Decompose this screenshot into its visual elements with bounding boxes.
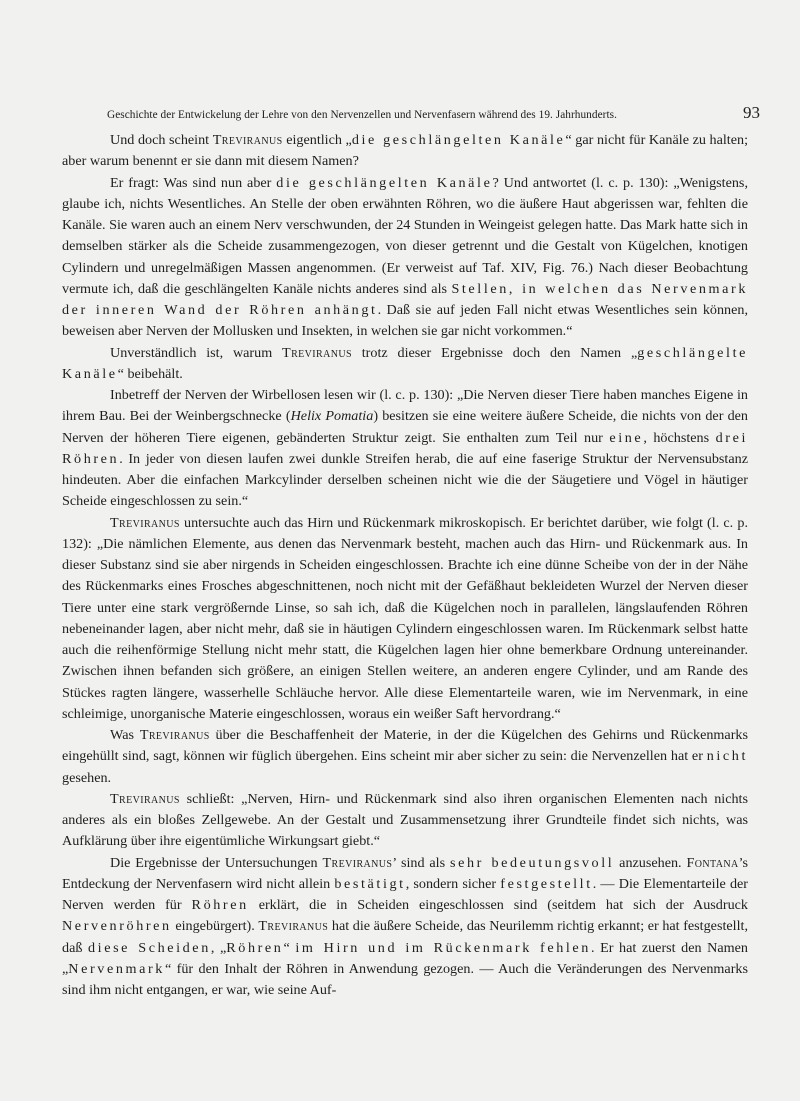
- text-segment: . Daß sie auf jeden Fall nicht etwas Wesentliches sein können, beweisen aber Nerven der Mollusken und Insekten, in welchen sie gar nicht vorkommen.“: [62, 302, 748, 340]
- text-segment: im Hirn und im Rückenmark fehlen: [295, 939, 591, 956]
- text-segment: eine: [609, 429, 644, 446]
- text-segment: Nervenmark: [68, 960, 165, 977]
- text-segment: Röhren: [191, 897, 249, 913]
- paragraph: [62, 725, 748, 789]
- text-segment: , „: [210, 939, 227, 956]
- text-segment: “ für den Inhalt der Röhren in Anwendung gezogen. — Auch die Veränderungen des Nervenmarks sind ihm nicht entgangen, er war, wie seine Auf-: [62, 960, 748, 998]
- page-number: 93: [743, 103, 760, 122]
- text-segment: Was: [110, 727, 140, 743]
- text-segment: Stellen, in welchen das Nervenmark der inneren Wand der Röhren anhängt: [62, 280, 748, 318]
- text-segment: Treviranus: [282, 344, 352, 361]
- paragraph: [62, 853, 748, 1002]
- text-segment: ’ sind als: [392, 854, 451, 871]
- text-segment: . Er hat zuerst den Namen „: [62, 939, 748, 977]
- text-segment: die geschlängelten Kanäle: [276, 174, 493, 191]
- paragraph: [62, 173, 748, 343]
- text-segment: nicht: [706, 748, 748, 765]
- text-segment: festgestellt: [500, 875, 593, 892]
- text-segment: “: [283, 939, 296, 956]
- text-segment: anzusehen.: [614, 854, 687, 871]
- text-segment: Unverständlich ist, warum: [110, 344, 283, 361]
- text-segment: Treviranus: [110, 790, 180, 807]
- paragraph: [62, 789, 748, 853]
- text-segment: , höchstens: [643, 429, 716, 446]
- text-segment: geschlängelte Kanäle: [62, 344, 748, 382]
- running-title: Geschichte der Entwickelung der Lehre von den Nervenzellen und Nervenfasern während des 19. Jahrhunderts.: [107, 109, 617, 121]
- text-segment: schließt: „Nerven, Hirn- und Rückenmark sind also ihren organischen Elementen nach nichts anderes als ein bloßes Zellgewebe. An der Gestalt und Zusammensetzung ihrer Grundteile findet sich nichts, was Aufklärung über ihre eigentümliche Wirkungsart giebt.“: [62, 790, 748, 850]
- paragraph: [62, 513, 748, 726]
- text-segment: Inbetreff der Nerven der Wirbellosen lesen wir (l. c. p. 130): „Die Nerven dieser Tiere haben manches Eigene in ihrem Bau. Bei der Weinbergschnecke (: [62, 387, 748, 425]
- text-segment: Treviranus: [322, 854, 393, 871]
- text-segment: hat die äußere Scheide, das Neurilemm richtig erkannt; er hat festgestellt, daß: [62, 918, 748, 956]
- text-segment: sehr bedeutungsvoll: [450, 854, 615, 871]
- text-segment: . In jeder von diesen laufen zwei dunkle Streifen herab, die auf eine faserige Struktur der Nervensubstanz hindeuten. Aber die einfachen Markcylinder derselben scheinen nicht wie die der Säugetiere und Vögel in häutiger Scheide eingeschlossen zu sein.“: [62, 450, 748, 510]
- text-segment: bestätigt: [334, 875, 406, 892]
- text-segment: ’s Entdeckung der Nervenfasern wird nicht allein: [62, 854, 749, 892]
- text-segment: drei Röhren: [62, 429, 749, 467]
- text-segment: die geschlängelten Kanäle: [351, 132, 566, 148]
- text-segment: Treviranus: [258, 918, 329, 935]
- text-segment: eigentlich „: [282, 132, 352, 148]
- text-segment: untersuchte auch das Hirn und Rückenmark mikroskopisch. Er berichtet darüber, wie folgt (l. c. p. 132): „Die nämlichen Elemente, aus denen das Nervenmark besteht, machen auch das Hirn- und Rückenmark aus. In dieser Substanz sind sie aber nirgends in Scheiden eingeschlossen. Brachte ich eine dünne Scheibe von der in der Nähe des Rückenmarks eines Frosches abgeschnittenen, noch nicht mit der Gefäßhaut bekleideten Wurzel der Nerven dieser Tiere unter eine stark vergrößernde Linse, so sah ich, daß die Kügelchen noch in parallelen, längslaufenden Röhren nebeneinander lagen, aber nicht mehr, daß sie in häutigen Cylindern eingeschlossen waren. Im Rückenmark selbst hatte auch die reihenförmige Stellung nicht mehr statt, die Kügelchen lagen hier ohne bemerkbare Ordnung untereinander. Zwischen ihnen befanden sich größere, an einigen Stellen weitere, an anderen engere Cylinder, und am Rande des Stückes ragten längere, wasserhelle Schläuche hervor. Alle diese Elementarteile waren, wie im Nervenmark, in eine schleimige, unorganische Materie eingeschlossen, woraus ein weißer Saft hervordrang.“: [62, 514, 748, 722]
- paragraph: [62, 385, 748, 513]
- text-segment: Helix Pomatia: [290, 408, 374, 425]
- paragraph: [62, 343, 748, 386]
- text-segment: ) besitzen sie eine weitere äußere Scheide, die nichts von der den Nerven der höheren Tiere eigenen, gebänderten Struktur zeigt. Sie enthalten zum Teil nur: [62, 408, 749, 446]
- text-segment: Fontana: [686, 854, 739, 871]
- text-segment: Treviranus: [139, 727, 210, 743]
- text-segment: Nervenröhren: [62, 918, 172, 935]
- text-segment: Treviranus: [110, 514, 180, 531]
- text-segment: Röhren: [226, 939, 284, 956]
- text-segment: “ gar nicht für Kanäle zu halten; aber warum benennt er sie dann mit diesem Namen?: [62, 132, 749, 170]
- text-segment: erklärt, die in Scheiden eingeschlossen sind (seitdem hat sich der Ausdruck: [248, 897, 748, 913]
- text-segment: über die Beschaffenheit der Materie, in der die Kügelchen des Gehirns und Rückenmarks eingehüllt sind, sagt, können wir füglich übergehen. Eins scheint mir aber sicher zu sein: die Nervenzellen hat er: [62, 727, 748, 765]
- text-segment: trotz dieser Ergebnisse doch den Namen „: [351, 344, 638, 361]
- text-segment: eingebürgert).: [171, 918, 259, 935]
- text-segment: . — Die Elementarteile der Nerven werden für: [62, 875, 748, 913]
- text-segment: Und doch scheint: [110, 132, 213, 148]
- text-segment: Die Ergebnisse der Untersuchungen: [110, 854, 323, 871]
- text-segment: Treviranus: [212, 132, 283, 148]
- body-text: [62, 130, 748, 1001]
- text-segment: gesehen.: [62, 769, 112, 786]
- text-segment: diese Scheiden: [88, 939, 211, 956]
- running-head: [62, 103, 760, 123]
- text-segment: ? Und antwortet (l. c. p. 130): „Wenigstens, glaube ich, nichts Wesentliches. An Stelle der oben erwähnten Röhren, wo die äußere Haut abgerissen war, fehlten die Kanäle. Sie waren auch an einem Nerv verschwunden, der 24 Stunden in Weingeist gelegen hatte. Das Mark hatte sich in demselben stärker als die Scheide zusammengezogen, von dieser getrennt und die Gestalt von Kügelchen, knotigen Cylindern und unregelmäßigen Massen angenommen. (Er verweist auf Taf. XIV, Fig. 76.) Nach dieser Beobachtung vermute ich, daß die geschlängelten Kanäle nichts anderes sind als: [62, 174, 748, 297]
- paragraph: [62, 130, 748, 173]
- text-segment: “ beibehält.: [117, 365, 183, 382]
- text-segment: Er fragt: Was sind nun aber: [110, 174, 277, 191]
- text-segment: , sondern sicher: [405, 875, 501, 892]
